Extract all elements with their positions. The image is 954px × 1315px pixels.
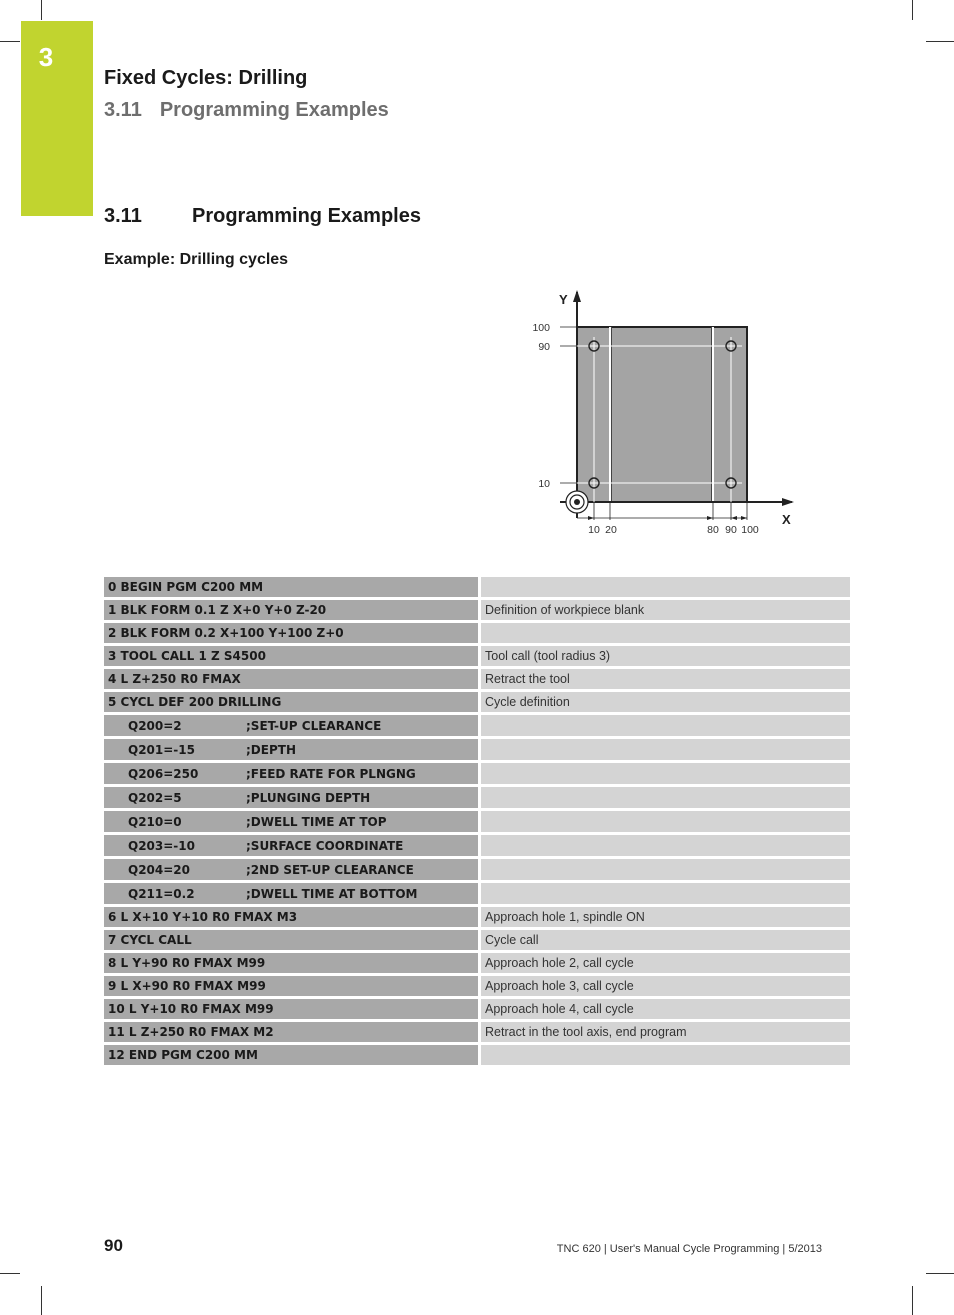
program-row (104, 646, 850, 669)
nc-comment (478, 623, 850, 646)
workpiece-blank (577, 327, 747, 502)
nc-block: 0 BEGIN PGM C200 MM (104, 577, 478, 600)
program-row (104, 976, 850, 999)
running-header-section-title: Programming Examples (159, 99, 389, 121)
nc-block: 9 L X+90 R0 FMAX M99 (104, 976, 478, 999)
cycle-parameter-description: ;2ND SET-UP CLEARANCE (246, 862, 414, 877)
nc-block: 12 END PGM C200 MM (104, 1045, 478, 1068)
example-title: Example: Drilling cycles (104, 251, 289, 268)
footer-text: TNC 620 | User's Manual Cycle Programming | 5/2013 (556, 1243, 822, 1255)
cycle-parameter-description: ;DEPTH (246, 742, 296, 757)
program-row (104, 1022, 850, 1045)
crop-mark (926, 1273, 954, 1274)
cycle-parameter-description: ;SURFACE COORDINATE (246, 838, 404, 853)
nc-comment (478, 739, 850, 763)
y-tick-label: 10 (538, 478, 550, 490)
cycle-parameter-description: ;DWELL TIME AT BOTTOM (246, 886, 418, 901)
section-number: 3.11 (104, 205, 142, 227)
cycle-parameter-row (104, 859, 850, 883)
running-header-section-number: 3.11 (104, 99, 142, 121)
y-tick-label: 100 (532, 322, 550, 334)
cycle-parameter: Q204=20 (128, 862, 191, 877)
cycle-parameter: Q206=250 (128, 766, 199, 781)
crop-mark (0, 1273, 20, 1274)
nc-comment (478, 1045, 850, 1068)
nc-block: 3 TOOL CALL 1 Z S4500 (104, 646, 478, 669)
program-row (104, 692, 850, 715)
program-row (104, 1045, 850, 1068)
nc-comment: Cycle definition (478, 692, 850, 715)
x-tick-label: 100 (741, 524, 759, 536)
nc-comment: Cycle call (478, 930, 850, 953)
y-tick-label: 90 (538, 341, 550, 353)
running-header-title: Fixed Cycles: Drilling (104, 67, 308, 89)
nc-comment (478, 715, 850, 739)
cycle-parameter-row (104, 787, 850, 811)
cycle-parameter-row (104, 811, 850, 835)
program-row (104, 623, 850, 646)
section-heading (104, 205, 421, 228)
cycle-parameter-row (104, 835, 850, 859)
nc-block: 10 L Y+10 R0 FMAX M99 (104, 999, 478, 1022)
cycle-parameter: Q211=0.2 (128, 886, 195, 901)
nc-comment (478, 763, 850, 787)
nc-comment: Approach hole 3, call cycle (478, 976, 850, 999)
nc-comment: Retract the tool (478, 669, 850, 692)
nc-comment: Tool call (tool radius 3) (478, 646, 850, 669)
crop-mark (926, 41, 954, 42)
nc-comment: Approach hole 1, spindle ON (478, 907, 850, 930)
section-title: Programming Examples (192, 205, 421, 227)
cycle-parameter-description: ;FEED RATE FOR PLNGNG (246, 766, 416, 781)
x-tick-label: 10 (588, 524, 600, 536)
x-axis-label: X (782, 512, 791, 527)
cycle-parameter-description: ;PLUNGING DEPTH (246, 790, 371, 805)
nc-comment: Approach hole 2, call cycle (478, 953, 850, 976)
nc-block: 5 CYCL DEF 200 DRILLING (104, 692, 478, 715)
program-row (104, 953, 850, 976)
crop-mark (912, 0, 913, 20)
nc-comment (478, 811, 850, 835)
cycle-parameter-row (104, 739, 850, 763)
crop-mark (41, 0, 42, 20)
nc-block: 11 L Z+250 R0 FMAX M2 (104, 1022, 478, 1045)
nc-comment (478, 883, 850, 907)
nc-comment (478, 835, 850, 859)
program-row (104, 999, 850, 1022)
nc-block: 8 L Y+90 R0 FMAX M99 (104, 953, 478, 976)
y-axis-arrow (573, 290, 581, 302)
program-row (104, 577, 850, 600)
nc-comment (478, 859, 850, 883)
nc-comment: Approach hole 4, call cycle (478, 999, 850, 1022)
crop-mark (41, 1286, 42, 1315)
crop-mark (912, 1286, 913, 1315)
program-row (104, 669, 850, 692)
nc-comment: Definition of workpiece blank (478, 600, 850, 623)
nc-comment (478, 577, 850, 600)
cycle-parameter: Q202=5 (128, 790, 182, 805)
cycle-parameter: Q201=-15 (128, 742, 195, 757)
nc-block: 2 BLK FORM 0.2 X+100 Y+100 Z+0 (104, 623, 478, 646)
nc-block: 4 L Z+250 R0 FMAX (104, 669, 478, 692)
program-row (104, 930, 850, 953)
nc-comment: Retract in the tool axis, end program (478, 1022, 850, 1045)
cycle-parameter: Q210=0 (128, 814, 182, 829)
cycle-parameter-description: ;DWELL TIME AT TOP (246, 814, 387, 829)
cycle-parameter-description: ;SET-UP CLEARANCE (246, 718, 382, 733)
program-row (104, 600, 850, 623)
nc-block: 7 CYCL CALL (104, 930, 478, 953)
page-number: 90 (104, 1236, 123, 1255)
y-axis-label: Y (559, 292, 568, 307)
x-tick-label: 90 (725, 524, 737, 536)
nc-block: 1 BLK FORM 0.1 Z X+0 Y+0 Z-20 (104, 600, 478, 623)
program-listing (104, 577, 850, 1068)
program-row (104, 907, 850, 930)
chapter-number: 3 (38, 42, 54, 72)
running-header-section (104, 99, 389, 122)
cycle-parameter-row (104, 883, 850, 907)
nc-block: 6 L X+10 Y+10 R0 FMAX M3 (104, 907, 478, 930)
workpiece-drawing (520, 282, 810, 542)
x-tick-label: 80 (707, 524, 719, 536)
nc-comment (478, 787, 850, 811)
cycle-parameter: Q200=2 (128, 718, 182, 733)
x-tick-label: 20 (605, 524, 617, 536)
cycle-parameter-row (104, 763, 850, 787)
cycle-parameter-row (104, 715, 850, 739)
x-axis-arrow (782, 498, 794, 506)
cycle-parameter: Q203=-10 (128, 838, 195, 853)
